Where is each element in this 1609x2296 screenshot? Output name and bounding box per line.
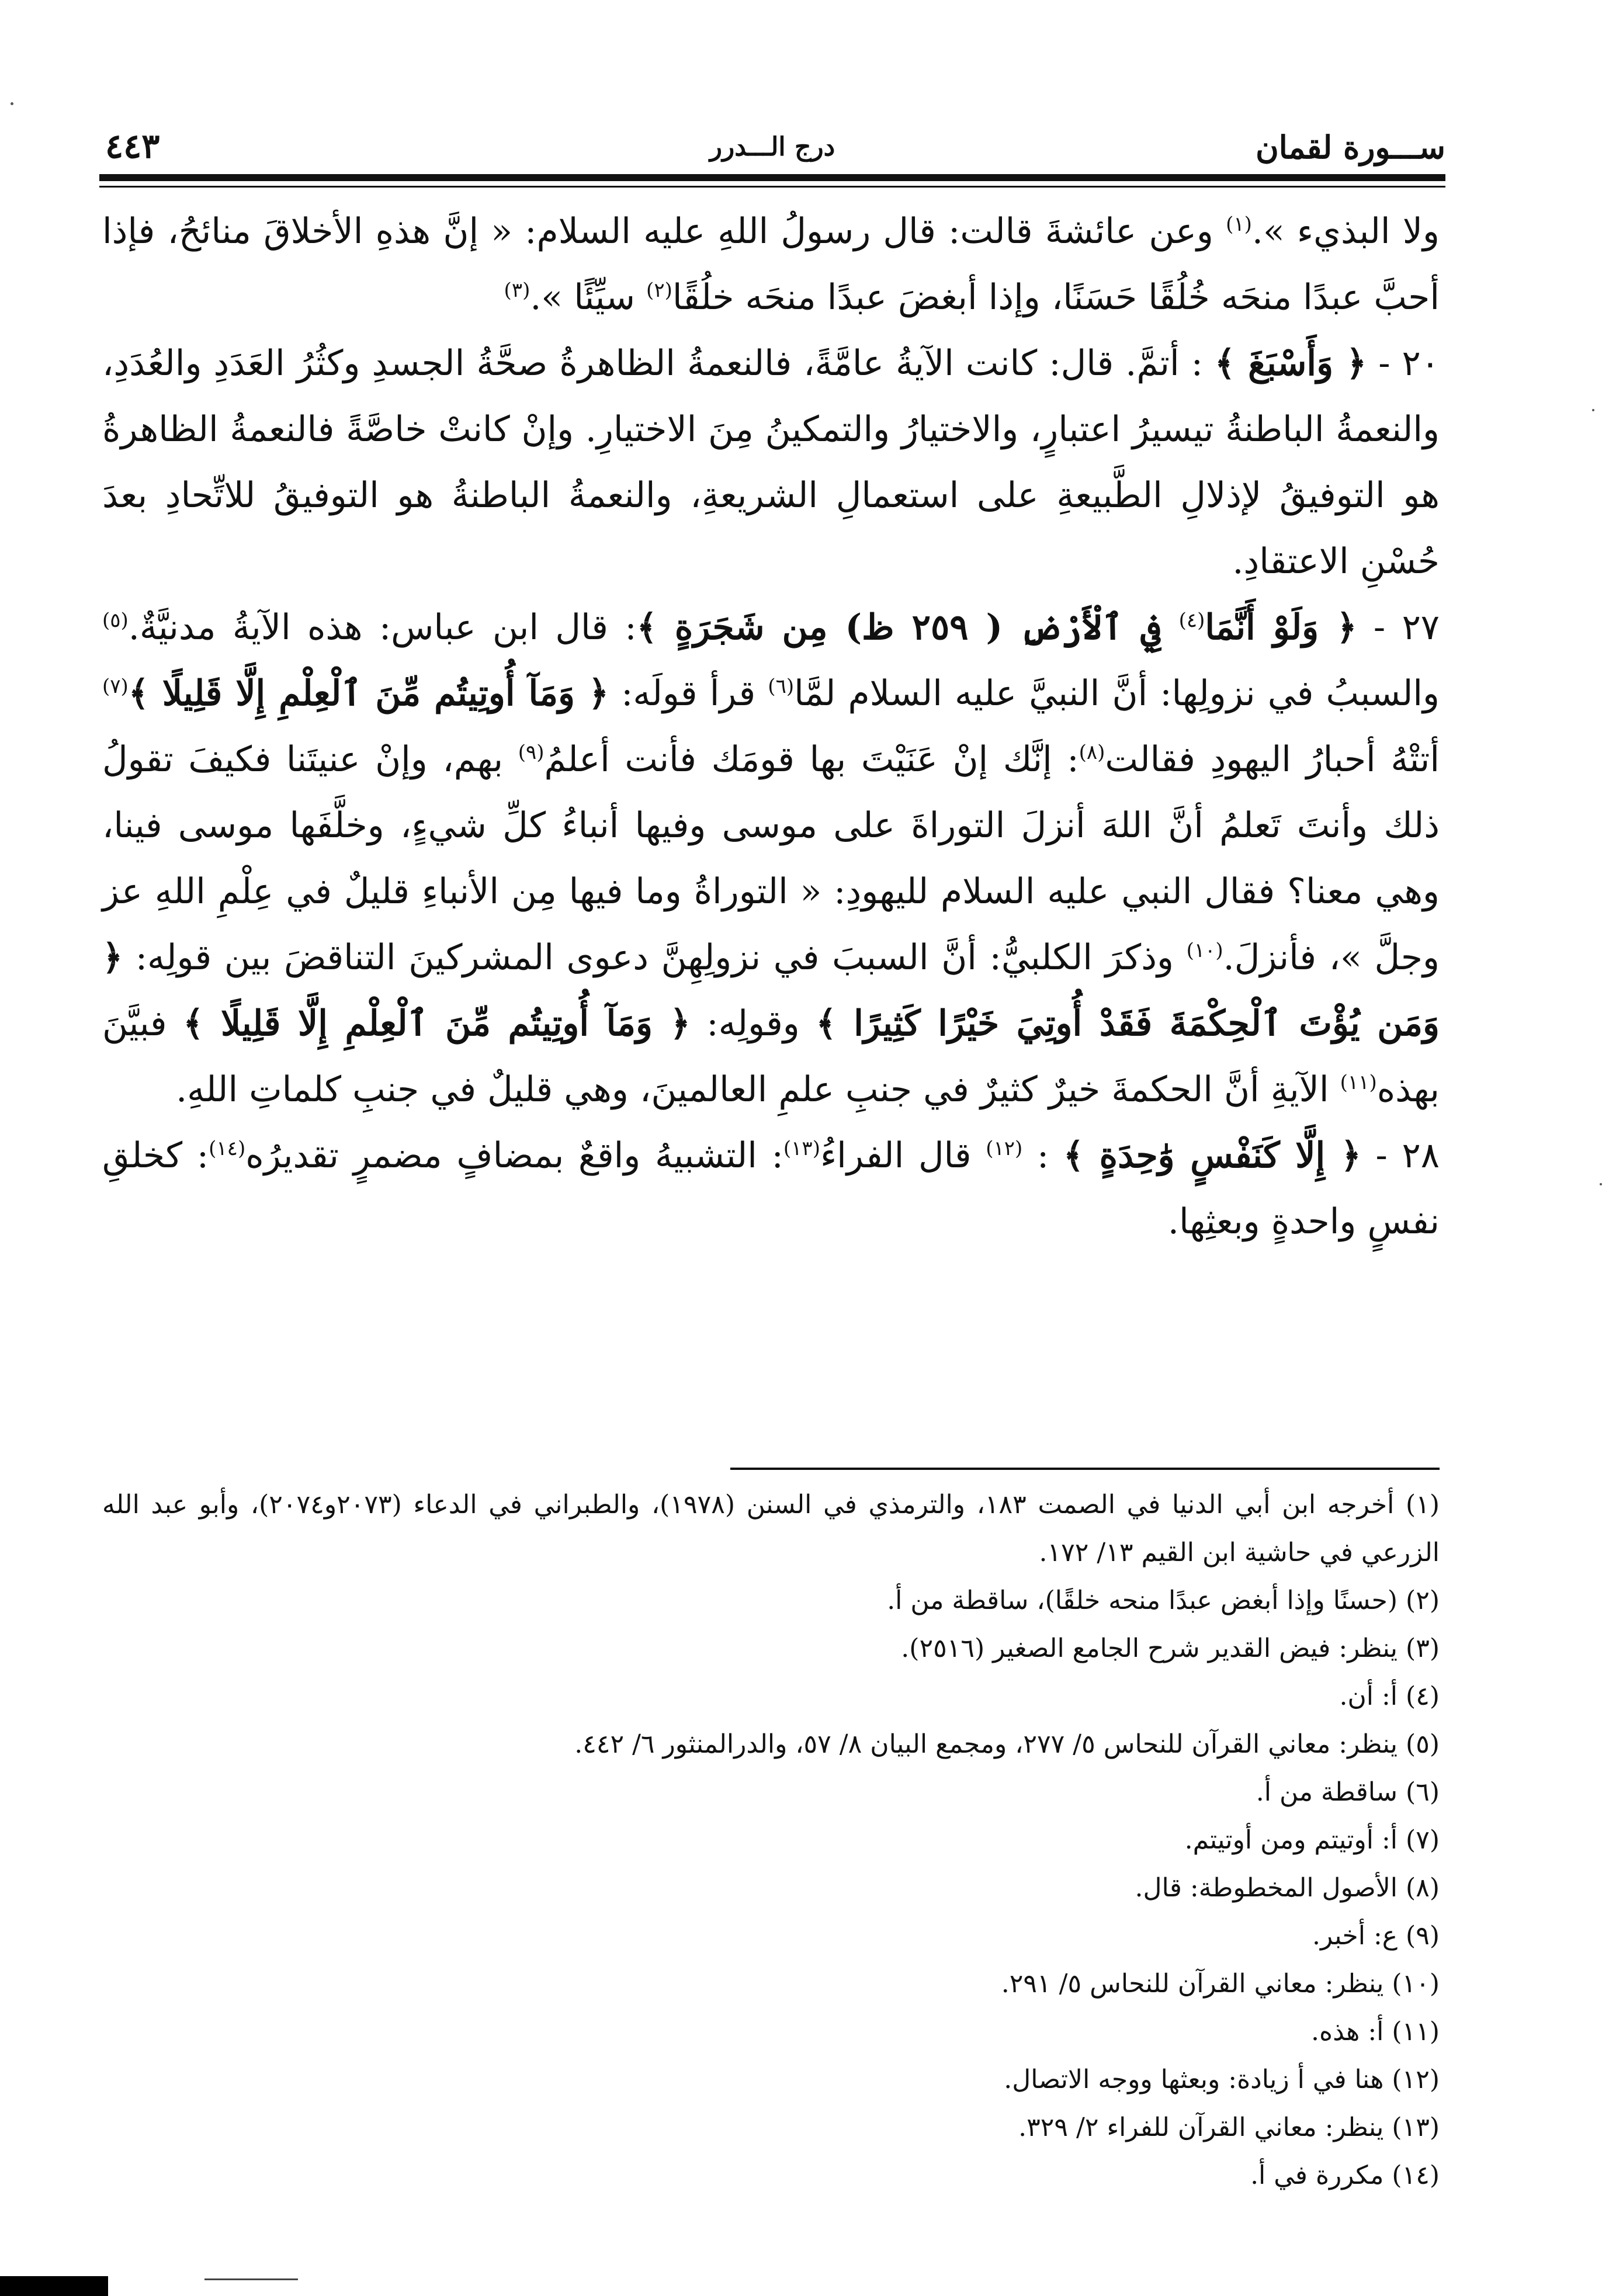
verse-number: ٢٠ -	[1367, 343, 1440, 384]
scan-edge-line	[204, 2278, 298, 2280]
footnote-6: (٦) ساقطة من أ.	[1256, 1777, 1440, 1807]
paragraph-continuation	[102, 199, 1440, 331]
page-number: ٤٤٣	[105, 126, 160, 166]
verse-number: ٢٧ -	[1357, 607, 1440, 648]
footnote-separator	[730, 1468, 1440, 1470]
text-run: سيِّئًا ».	[530, 277, 647, 318]
footnote-1: (١) أخرجه ابن أبي الدنيا في الصمت ١٨٣، والترمذي في السنن (١٩٧٨)، والطبراني في الدعاء (٢٠٧٣و٢٠٧٤)، وأبو عبد الله الزرعي في حاشية ابن القيم ١٣/ ١٧٢.	[102, 1490, 1440, 1567]
footnote-ref: (١٣)	[783, 1137, 820, 1160]
footnote-ref: (١١)	[1340, 1071, 1377, 1094]
footnote-ref: (٣)	[504, 279, 530, 302]
footnote-ref: (٢)	[646, 279, 672, 302]
footnote-ref: (١)	[1226, 213, 1252, 236]
quran-quote: ﴿ إِلَّا كَنَفْسٍ وَٰحِدَةٍ ﴾	[1063, 1135, 1361, 1176]
text-run: : التشبيهُ واقعٌ بمضافٍ مضمرٍ تقديرُه	[245, 1135, 783, 1176]
paragraph-verse-20	[102, 331, 1440, 595]
footnote-10: (١٠) ينظر: معاني القرآن للنحاس ٥/ ٢٩١.	[1001, 1969, 1440, 1999]
scan-speck	[11, 102, 13, 105]
scan-edge-mark	[0, 2276, 108, 2296]
footnote-ref: (٤)	[1178, 609, 1205, 632]
footnote-ref: (١٢)	[986, 1137, 1023, 1160]
text-run: : إنَّك إنْ عَنَيْتَ بها قومَك فأنت أعلمُ	[544, 739, 1079, 780]
text-run: الآيةِ أنَّ الحكمةَ خيرٌ كثيرٌ في جنبِ علمِ العالمينَ، وهي قليلٌ في جنبِ كلماتِ اللهِ.	[176, 1069, 1340, 1110]
footnote-2: (٢) (حسنًا وإذا أبغض عبدًا منحه خلقًا)، ساقطة من أ.	[887, 1586, 1440, 1615]
text-run: وعن عائشةَ قالت: قال رسولُ اللهِ عليه السلام: « إنَّ هذهِ الأخلاقَ منائحُ، فإذا أحبَّ عبدًا منحَه خُلُقًا حَسَنًا، وإذا أبغضَ عبدًا منحَه خلُقًا	[102, 211, 1440, 318]
quran-quote: ﴿ وَمَن يُؤْتَ ٱلْحِكْمَةَ فَقَدْ أُوتِيَ خَيْرًا كَثِيرًا ﴾	[102, 937, 1440, 1044]
header-rule-thick	[99, 174, 1445, 181]
text-run: فبيَّنَ بهذه	[102, 1003, 1440, 1110]
running-header	[99, 117, 1445, 181]
footnote-ref: (٦)	[768, 675, 795, 698]
footnote-11: (١١) أ: هذه.	[1311, 2017, 1440, 2047]
quran-quote: ﴿ وَمَآ أُوتِيتُم مِّنَ ٱلْعِلْمِ إِلَّا قَلِيلًا ﴾	[183, 1003, 691, 1044]
text-run: وقولِه:	[690, 1003, 816, 1044]
book-title: درج الـــدرر	[709, 132, 835, 162]
footnote-ref: (٧)	[102, 675, 129, 698]
paragraph-verse-27	[102, 595, 1440, 1123]
footnote-ref: (٥)	[102, 609, 129, 632]
text-run: قرأ قولَه:	[609, 673, 768, 714]
footnote-ref: (٩)	[518, 741, 545, 764]
scan-speck	[1592, 409, 1594, 411]
quran-quote: ﴿ وَمَآ أُوتِيتُم مِّنَ ٱلْعِلْمِ إِلَّا قَلِيلًا ﴾	[128, 673, 609, 714]
footnote-3: (٣) ينظر: فيض القدير شرح الجامع الصغير (٢٥١٦).	[901, 1633, 1440, 1663]
footnote-14: (١٤) مكررة في أ.	[1250, 2160, 1440, 2190]
footnote-12: (١٢) هنا في أ زيادة: وبعثها ووجه الاتصال.	[1004, 2065, 1440, 2094]
paragraph-verse-28	[102, 1123, 1440, 1255]
footnote-ref: (١٠)	[1186, 939, 1223, 962]
footnote-5: (٥) ينظر: معاني القرآن للنحاس ٥/ ٢٧٧، ومجمع البيان ٨/ ٥٧، والدرالمنثور ٦/ ٤٤٢.	[574, 1729, 1440, 1759]
text-run: : قال ابن عباس: هذه الآيةُ مدنيَّةٌ.	[128, 607, 637, 648]
scan-speck	[1600, 1183, 1602, 1185]
quran-quote: ﴿ وَأَسْبَغَ ﴾	[1215, 343, 1367, 384]
footnote-4: (٤) أ: أن.	[1339, 1681, 1440, 1711]
footnotes	[102, 1481, 1440, 2200]
text-run: والسببُ في نزولِها: أنَّ النبيَّ عليه السلام لمَّا	[794, 673, 1440, 714]
footnote-7: (٧) أ: أوتيتم ومن أوتيتم.	[1184, 1825, 1440, 1855]
quran-quote: فِي ٱلْأَرْضِ ( ٢٥٩ ظ) مِن شَجَرَةٍ ﴾	[636, 607, 1179, 648]
text-run: بهم، وإنْ عنيتَنا فكيفَ تقولُ ذلك وأنتَ تَعلمُ أنَّ اللهَ أنزلَ التوراةَ على موسى وفيها أنباءُ كلِّ شيءٍ، وخلَّفَها موسى فينا، وهي معنا؟ فقال النبي عليه السلام لليهودِ: « التوراةُ وما فيها مِن الأنباءِ قليلٌ في عِلْمِ اللهِ عز وجلَّ »، فأنزلَ.	[102, 739, 1440, 978]
footnote-8: (٨) الأصول المخطوطة: قال.	[1135, 1873, 1440, 1903]
footnote-13: (١٣) ينظر: معاني القرآن للفراء ٢/ ٣٢٩.	[1018, 2113, 1440, 2142]
text-run: قال الفراءُ	[820, 1135, 986, 1176]
surah-title: ســـورة لقمان	[1256, 129, 1445, 166]
verse-number: ٢٨ -	[1361, 1135, 1440, 1176]
text-run: : أتمَّ. قال: كانت الآيةُ عامَّةً، فالنعمةُ الظاهرةُ صحَّةُ الجسدِ وكثُرُ العَدَدِ والعُدَدِ، والنعمةُ الباطنةُ تيسيرُ اعتبارٍ، والاختيارُ والتمكينُ مِنَ الاختيارِ. وإنْ كانتْ خاصَّةً فالنعمةُ الظاهرةُ هو التوفيقُ لإذلالِ الطَّبيعةِ على استعمالِ الشريعةِ، والنعمةُ الباطنةُ هو التوفيقُ للاتِّحادِ بعدَ حُسْنِ الاعتقادِ.	[102, 343, 1440, 582]
text-run: ولا البذيء ».	[1251, 211, 1440, 252]
text-run: وذكرَ الكلبيُّ: أنَّ السببَ في نزولِهِنَّ دعوى المشركينَ التناقضَ بين قولِه:	[123, 937, 1187, 978]
header-rule-thin	[99, 186, 1445, 188]
main-text	[102, 199, 1440, 1255]
footnote-ref: (٨)	[1079, 741, 1105, 764]
text-run: : كخلقِ نفسٍ واحدةٍ وبعثِها.	[102, 1135, 1440, 1242]
quran-quote: ﴿ وَلَوْ أَنَّمَا	[1205, 607, 1357, 648]
text-run: :	[1022, 1135, 1063, 1176]
text-run: أتتْهُ أحبارُ اليهودِ فقالت	[1105, 739, 1440, 780]
footnote-ref: (١٤)	[209, 1137, 246, 1160]
footnote-9: (٩) ع: أخبر.	[1312, 1921, 1440, 1951]
